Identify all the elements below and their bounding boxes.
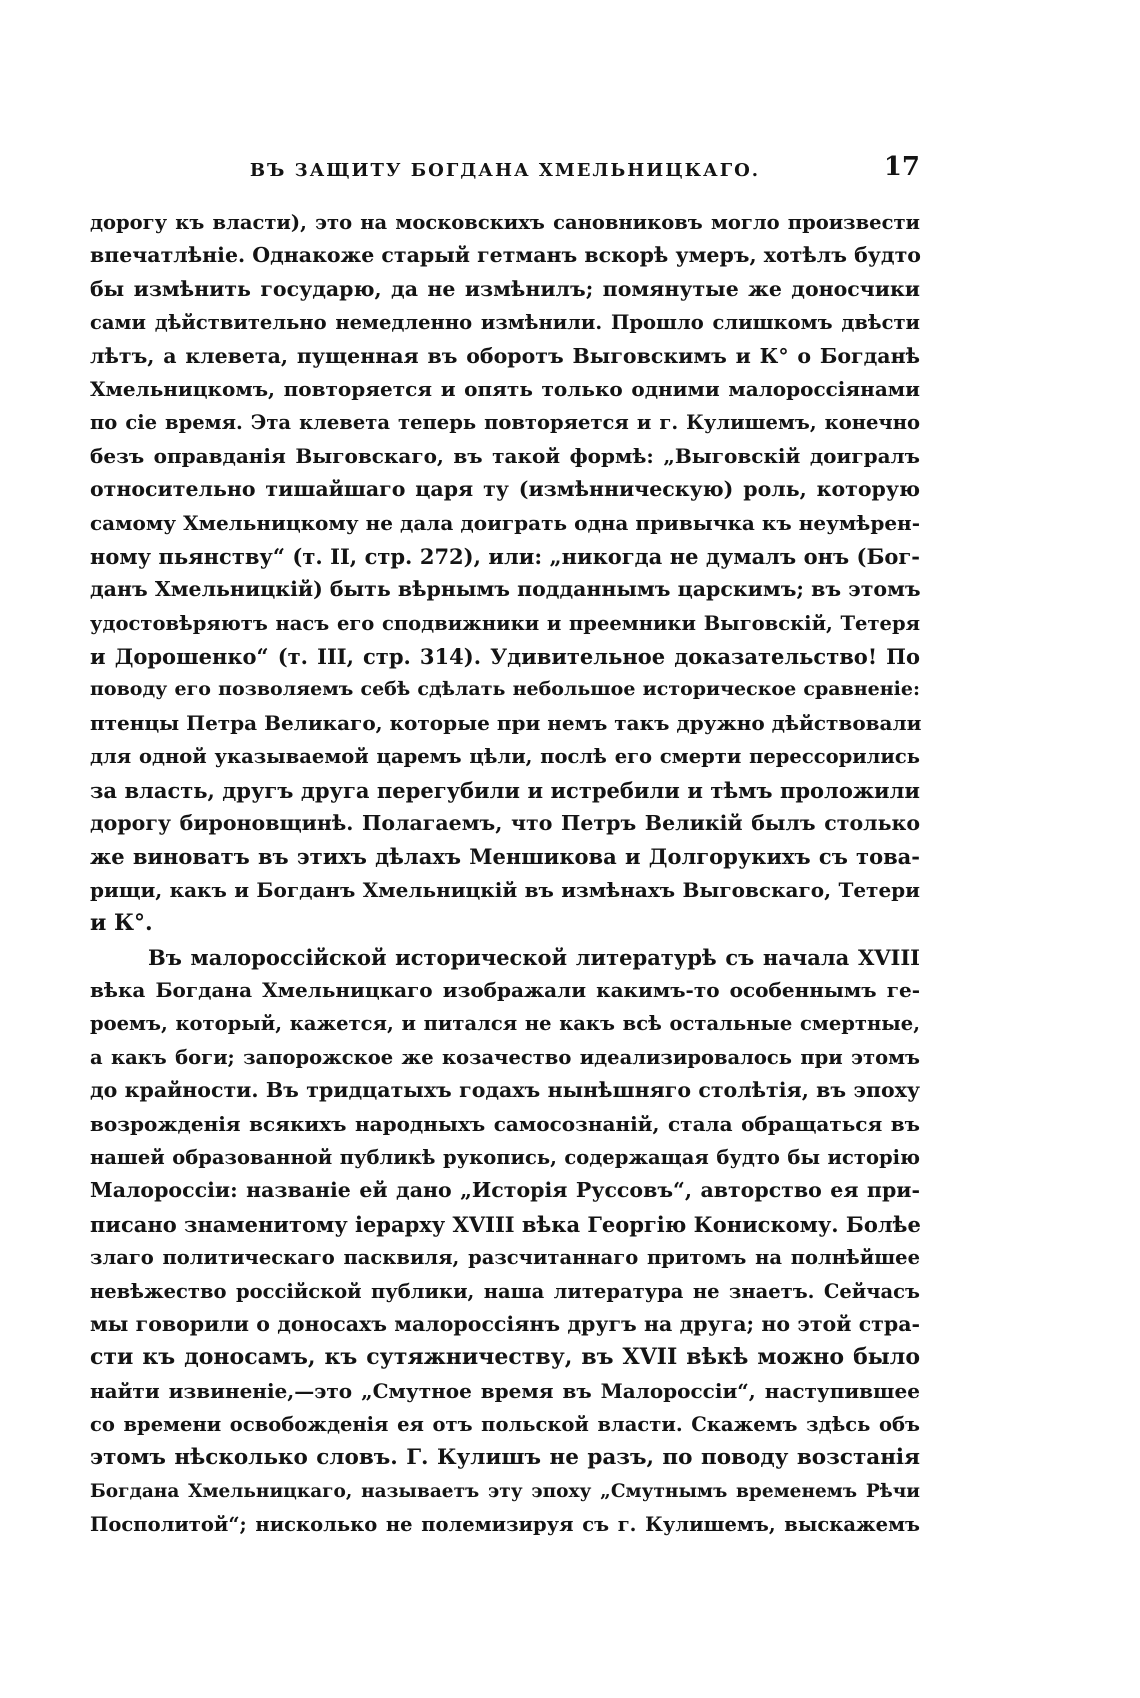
page-number: 17 bbox=[883, 152, 920, 182]
text-line: дорогу бироновщинѣ. Полагаемъ, что Петръ Великій былъ столько bbox=[90, 811, 920, 836]
text-line: рищи, какъ и Богданъ Хмельницкій въ измѣнахъ Выговскаго, Тетери bbox=[90, 877, 920, 902]
text-line: и К°. bbox=[90, 910, 153, 937]
text-line: злаго политическаго пасквиля, разсчитаннаго притомъ на полнѣйшее bbox=[90, 1246, 920, 1270]
text-line: и Дорошенко“ (т. III, стр. 314). Удивительное доказательство! По bbox=[90, 644, 920, 670]
text-line: а какъ боги; запорожское же козачество идеализировалось при этомъ bbox=[90, 1045, 920, 1069]
text-line: сти къ доносамъ, къ сутяжничеству, въ XVII вѣкѣ можно было bbox=[90, 1344, 920, 1371]
text-line: вѣка Богдана Хмельницкаго изображали какимъ-то особеннымъ ге- bbox=[90, 977, 920, 1002]
text-line: Посполитой“; нисколько не полемизируя съ г. Кулишемъ, выскажемъ bbox=[90, 1513, 920, 1537]
text-line: дорогу къ власти), это на московскихъ сановниковъ могло произвести bbox=[90, 211, 920, 234]
text-line: птенцы Петра Великаго, которые при немъ такъ дружно дѣйствовали bbox=[90, 710, 922, 735]
body-text bbox=[90, 206, 920, 1542]
text-line: бы измѣнить государю, да не измѣнилъ; помянутые же доносчики bbox=[90, 276, 920, 301]
text-line: лѣтъ, а клевета, пущенная въ оборотъ Выговскимъ и К° о Богданѣ bbox=[90, 343, 920, 368]
text-line: Богдана Хмельницкаго, называетъ эту эпоху „Смутнымъ временемъ Рѣчи bbox=[90, 1480, 920, 1502]
text-line: безъ оправданія Выговскаго, въ такой формѣ: „Выговскій доигралъ bbox=[90, 443, 920, 468]
text-line: же виноватъ въ этихъ дѣлахъ Меншикова и Долгорукихъ съ това- bbox=[90, 844, 920, 870]
text-line: данъ Хмельницкій) быть вѣрнымъ подданнымъ царскимъ; въ этомъ bbox=[90, 577, 921, 602]
text-line: писано знаменитому іерарху XVIII вѣка Георгію Конискому. Болѣе bbox=[90, 1211, 921, 1237]
text-line: поводу его позволяемъ себѣ сдѣлать небольшое историческое сравненіе: bbox=[90, 678, 920, 701]
text-line: для одной указываемой царемъ цѣли, послѣ его смерти перессорились bbox=[90, 745, 920, 769]
text-line: со времени освобожденія ея отъ польской власти. Скажемъ здѣсь объ bbox=[90, 1413, 920, 1437]
text-line: невѣжество россійской публики, наша литература не знаетъ. Сейчасъ bbox=[90, 1279, 920, 1303]
text-line: сами дѣйствительно немедленно измѣнили. Прошло слишкомъ двѣсти bbox=[90, 311, 920, 335]
page-header bbox=[90, 152, 920, 192]
text-line: найти извиненіе,—это „Смутное время въ Малороссіи“, наступившее bbox=[90, 1378, 920, 1403]
text-line: до крайности. Въ тридцатыхъ годахъ нынѣшняго столѣтія, въ эпоху bbox=[90, 1078, 920, 1103]
text-line: впечатлѣніе. Однакоже старый гетманъ вскорѣ умеръ, хотѣлъ будто bbox=[90, 243, 921, 268]
text-line: Хмельницкомъ, повторяется и опять только одними малороссіянами bbox=[90, 376, 920, 401]
text-line: возрожденія всякихъ народныхъ самосознаній, стала обращаться въ bbox=[90, 1111, 920, 1136]
text-line: самому Хмельницкому не дала доиграть одна привычка къ неумѣрен- bbox=[90, 510, 920, 535]
text-line: относительно тишайшаго царя ту (измѣнническую) роль, которую bbox=[90, 477, 920, 502]
paragraph-start-line: Въ малороссійской исторической литературѣ съ начала XVIII bbox=[148, 944, 920, 970]
running-title: ВЪ ЗАЩИТУ БОГДАНА ХМЕЛЬНИЦКАГО. bbox=[249, 160, 761, 181]
text-line: удостовѣряютъ насъ его сподвижники и преемники Выговскій, Тетеря bbox=[90, 611, 920, 635]
text-line: за власть, другъ друга перегубили и истребили и тѣмъ проложили bbox=[90, 777, 920, 803]
text-line: роемъ, который, кажется, и питался не какъ всѣ остальные смертные, bbox=[90, 1012, 920, 1036]
text-line: мы говорили о доносахъ малороссіянъ другъ на друга; но этой стра- bbox=[90, 1311, 920, 1336]
text-line: этомъ нѣсколько словъ. Г. Кулишъ не разъ, по поводу возстанія bbox=[90, 1445, 920, 1471]
text-line: нашей образованной публикѣ рукопись, содержащая будто бы исторію bbox=[90, 1145, 920, 1169]
text-line: по сіе время. Эта клевета теперь повторяется и г. Кулишемъ, конечно bbox=[90, 411, 920, 435]
text-line: ному пьянству“ (т. II, стр. 272), или: „никогда не думалъ онъ (Бог- bbox=[90, 543, 920, 569]
text-line: Малороссіи: названіе ей дано „Исторія Руссовъ“, авторство ея при- bbox=[90, 1178, 920, 1203]
